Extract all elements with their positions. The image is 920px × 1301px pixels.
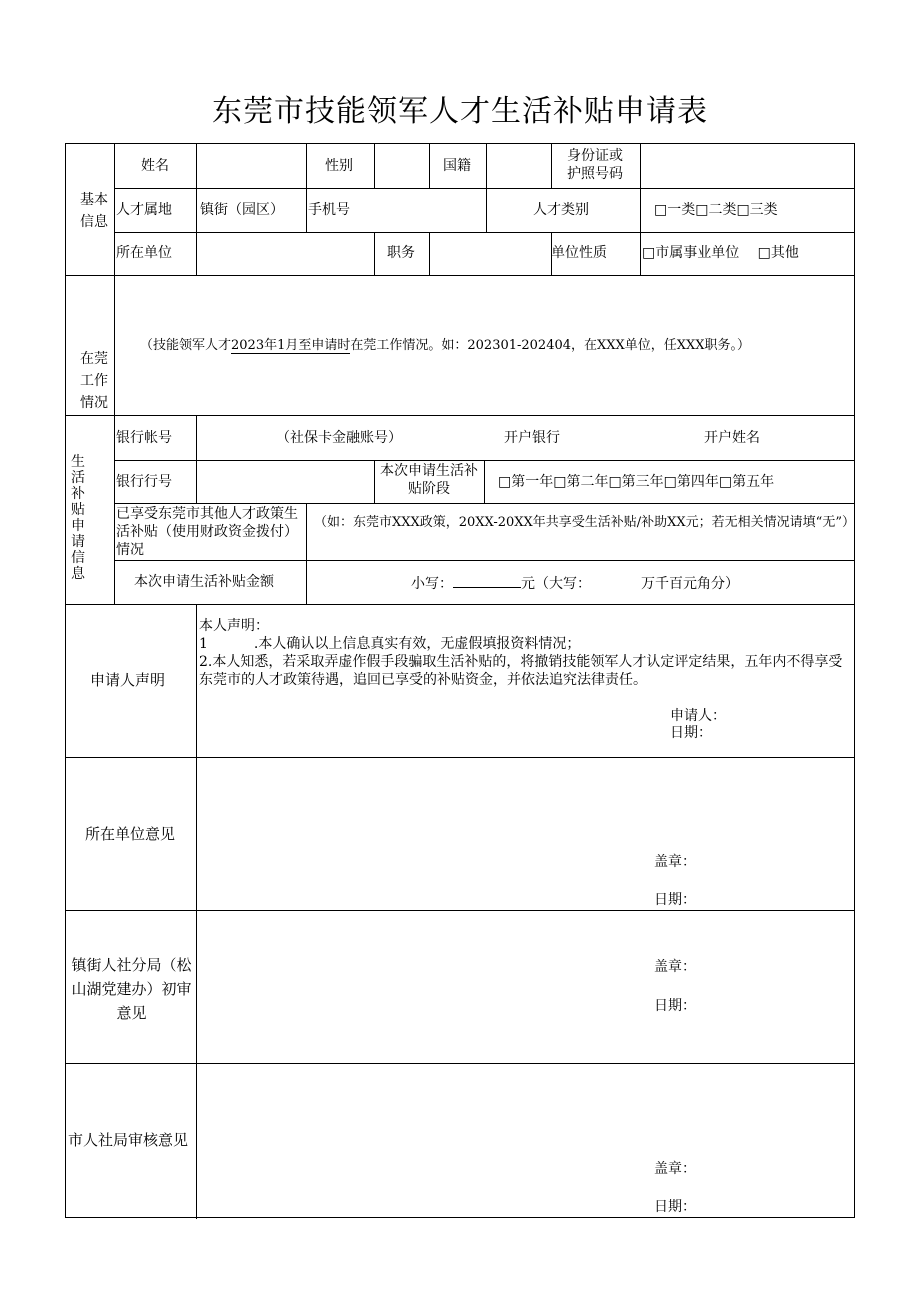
declaration-item-1-no: 1: [199, 636, 208, 652]
employer-label: 所在单位: [116, 245, 172, 261]
city-opinion-label: 市人社局审核意见: [68, 1131, 189, 1149]
phone-field[interactable]: [376, 189, 485, 231]
nationality-field[interactable]: [487, 145, 550, 187]
declaration-heading: 本人声明：: [199, 618, 269, 634]
amount-yuan-label: 元（大写：: [521, 576, 591, 592]
amount-row: [411, 573, 739, 593]
town-opinion-field[interactable]: [197, 911, 855, 991]
stage-label: 本次申请生活补贴阶段: [380, 463, 478, 497]
stage-options[interactable]: □第一年□第二年□第三年□第四年□第五年: [498, 474, 775, 490]
divider: [66, 604, 855, 605]
divider: [551, 144, 552, 188]
divider: [66, 415, 855, 416]
divider: [306, 144, 307, 232]
category-options[interactable]: □一类□二类□三类: [654, 202, 778, 218]
divider: [66, 275, 855, 276]
city-opinion-field[interactable]: [197, 1064, 855, 1159]
employer-opinion-label: 所在单位意见: [85, 825, 176, 843]
work-hint-post: 在莞工作情况。如：202301-202404，在XXX单位，任XXX职务。）: [350, 338, 751, 353]
other-policy-hint[interactable]: （如：东莞市XXX政策，20XX-20XX年共享受生活补贴/补助XX元；若无相关情况请填“无”）: [314, 515, 855, 530]
work-hint[interactable]: [140, 337, 750, 355]
amount-big-label: 万千百元角分）: [641, 576, 739, 592]
employer-seal-label[interactable]: 盖章：: [654, 854, 696, 870]
nationality-label: 国籍: [443, 158, 471, 174]
category-label: 人才类别: [533, 202, 589, 218]
divider: [374, 232, 375, 275]
work-hint-pre: （技能领军人才: [140, 338, 232, 353]
employer-opinion-field[interactable]: [197, 758, 855, 858]
declaration-item-2: 2.本人知悉，若采取弄虚作假手段骗取生活补贴的，将撤销技能领军人才认定评定结果，五年内不得享受东莞市的人才政策待遇，追回已享受的补贴资金，并依法追究法律责任。: [199, 654, 843, 688]
city-date-label[interactable]: 日期：: [654, 1199, 696, 1215]
unit-nature-label: 单位性质: [551, 245, 607, 261]
declaration-date-label[interactable]: 日期：: [670, 725, 712, 741]
bank-code-field[interactable]: [197, 461, 373, 502]
divider: [114, 144, 115, 604]
bank-account-hint[interactable]: （社保卡金融账号）: [276, 430, 402, 446]
section-subsidy-info: 生活补贴申请信息: [71, 454, 85, 582]
other-policy-label: 已享受东莞市其他人才政策生活补贴（使用财政资金拨付）情况: [116, 506, 298, 558]
affiliation-label: 人才属地: [116, 202, 172, 218]
section-basic-info: 基本信息: [80, 192, 108, 230]
town-date-label[interactable]: 日期：: [654, 998, 696, 1014]
city-seal-label[interactable]: 盖章：: [654, 1161, 696, 1177]
gender-field[interactable]: [375, 145, 428, 187]
divider: [484, 460, 485, 503]
applicant-signature-label[interactable]: 申请人：: [670, 708, 726, 724]
declaration-item-1-text: .本人确认以上信息真实有效，无虚假填报资料情况；: [253, 636, 581, 652]
divider: [114, 503, 855, 504]
town-opinion-label: 镇街人社分局（松山湖党建办）初审意见: [71, 956, 192, 1022]
unit-nature-options[interactable]: □市属事业单位 □其他: [642, 245, 799, 261]
employer-date-label[interactable]: 日期：: [654, 892, 696, 908]
declaration-item-1: [199, 635, 580, 653]
holder-label: 开户姓名: [704, 430, 760, 446]
bank-code-label: 银行行号: [116, 474, 172, 490]
gender-label: 性别: [325, 158, 353, 174]
bank-account-label: 银行帐号: [116, 430, 172, 446]
divider: [114, 560, 855, 561]
section-work-info: 在莞工作情况: [80, 351, 108, 411]
divider: [429, 144, 430, 188]
declaration-label: 申请人声明: [90, 671, 166, 689]
work-hint-period: 2023年1月至申请时: [231, 338, 351, 353]
page-title: 东莞市技能领军人才生活补贴申请表: [212, 94, 708, 129]
name-field[interactable]: [197, 145, 305, 187]
amount-small-label: 小写：: [411, 576, 453, 592]
id-label: 身份证或护照号码: [567, 148, 623, 182]
application-form: [65, 143, 855, 1218]
id-field[interactable]: [641, 145, 853, 187]
position-field[interactable]: [430, 233, 550, 274]
bank-label: 开户银行: [504, 430, 560, 446]
town-label: 镇街（园区）: [200, 202, 284, 218]
amount-label: 本次申请生活补贴金额: [134, 574, 274, 590]
amount-small-field[interactable]: [453, 573, 521, 588]
employer-field[interactable]: [197, 233, 373, 274]
divider: [306, 503, 307, 604]
name-label: 姓名: [141, 158, 169, 174]
phone-label: 手机号: [308, 202, 350, 218]
position-label: 职务: [387, 245, 415, 261]
town-seal-label[interactable]: 盖章：: [654, 959, 696, 975]
